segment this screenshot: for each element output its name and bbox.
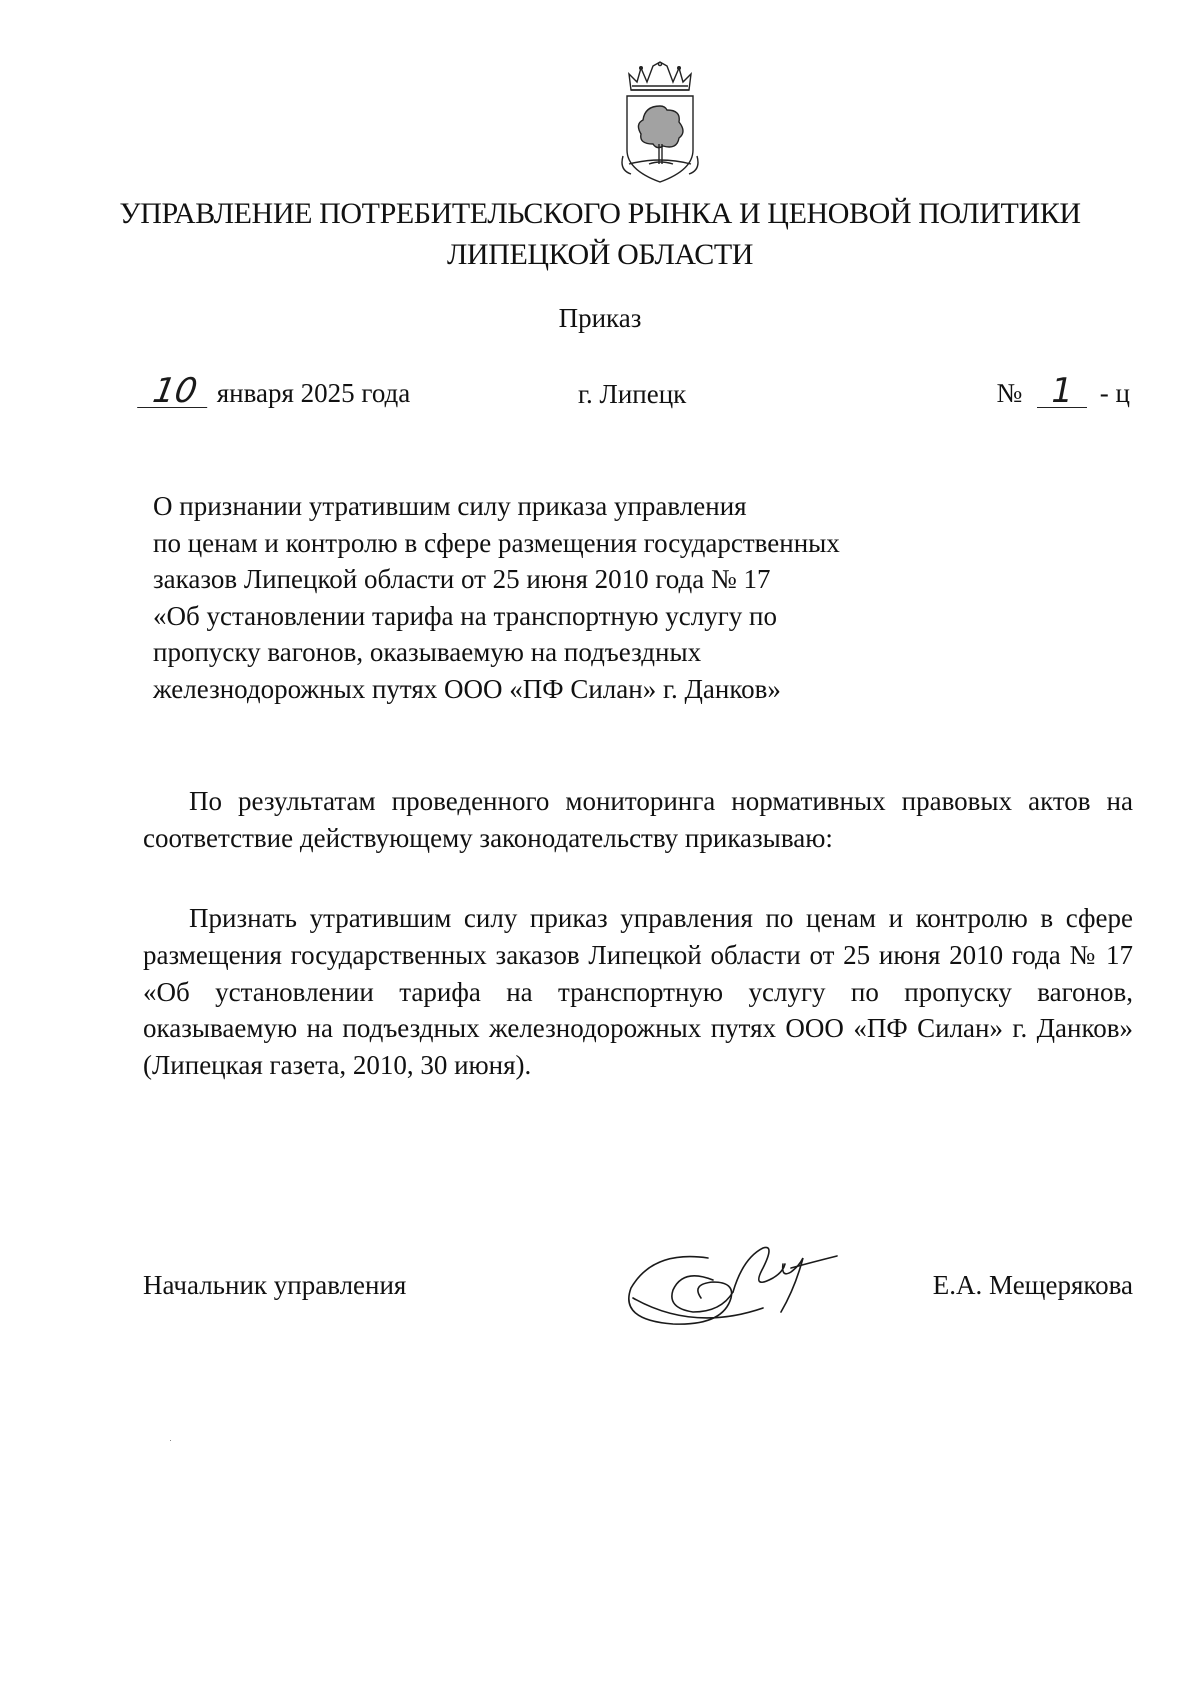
date-line: [140, 371, 1130, 425]
org-name-line2: ЛИПЕЦКОЙ ОБЛАСТИ: [446, 238, 754, 271]
signer-position: Начальник управления: [143, 1270, 407, 1300]
body-paragraph-1: По результатам проведенного мониторинга нормативных правовых актов на соответствие действующему законодательству приказываю:: [143, 786, 1133, 853]
subject-line: железнодорожных путях ООО «ПФ Силан» г. Данков»: [153, 673, 781, 704]
document-city: г. Липецк: [578, 379, 687, 409]
document-date: [140, 371, 411, 411]
coat-of-arms-icon: [619, 60, 701, 188]
subject-line: по ценам и контролю в сфере размещения государственных: [153, 527, 840, 558]
subject-line: О признании утратившим силу приказа управления: [153, 491, 747, 521]
number-sign: №: [996, 378, 1023, 408]
number-suffix: - ц: [1099, 378, 1130, 408]
handwritten-day: 10: [137, 375, 213, 408]
document-subject: [153, 488, 913, 707]
scan-dot: [170, 1440, 171, 1441]
signature-block: [143, 1270, 1133, 1370]
month-year: января 2025 года: [216, 378, 411, 408]
body-paragraph-2: Признать утратившим силу приказ управления по ценам и контролю в сфере размещения государственных заказов Липецкой области от 25 июня 2010 года № 17 «Об установлении тарифа на транспортную услугу по пропуску вагонов, оказываемую на подъездных железнодорожных путях ООО «ПФ Силан» г. Данков» (Липецкая газета, 2010, 30 июня).: [143, 903, 1133, 1081]
subject-line: «Об установлении тарифа на транспортную услугу по: [153, 600, 777, 631]
organization-name: [100, 193, 1100, 275]
handwritten-signature-icon: [613, 1228, 853, 1338]
document-number: [996, 371, 1130, 411]
handwritten-number: 1: [1037, 375, 1087, 408]
org-name-line1: УПРАВЛЕНИЕ ПОТРЕБИТЕЛЬСКОГО РЫНКА И ЦЕНОВОЙ ПОЛИТИКИ: [119, 197, 1081, 230]
subject-line: пропуску вагонов, оказываемую на подъездных: [153, 637, 702, 667]
signer-name: Е.А. Мещерякова: [932, 1270, 1133, 1300]
subject-line: заказов Липецкой области от 25 июня 2010 года № 17: [153, 564, 771, 594]
document-type: Приказ: [558, 303, 642, 333]
